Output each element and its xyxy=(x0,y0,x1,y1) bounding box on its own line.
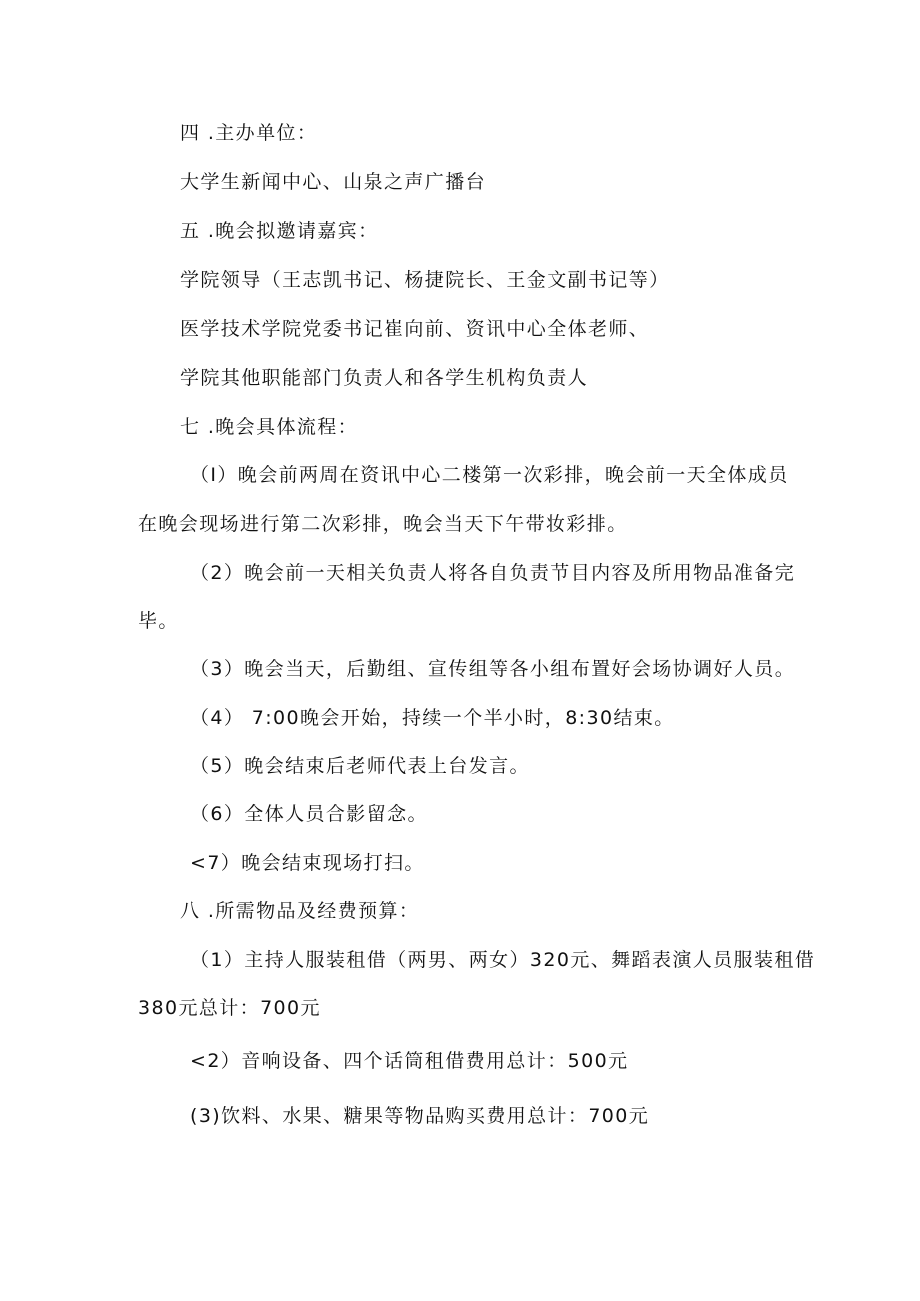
section-4-heading: 四 .主办单位： xyxy=(180,122,318,144)
section-7-heading: 七 .晚会具体流程： xyxy=(180,416,359,438)
flow-item-3: （3）晚会当天，后勤组、宣传组等各小组布置好会场协调好人员。 xyxy=(190,658,796,680)
budget-item-1-line-1: （1）主持人服装租借（两男、两女）320元、舞蹈表演人员服装租借 xyxy=(190,949,816,971)
guest-line-1: 学院领导（王志凯书记、杨捷院长、王金文副书记等） xyxy=(180,269,670,291)
section-5-heading: 五 .晚会拟邀请嘉宾： xyxy=(180,220,379,242)
organizer-text: 大学生新闻中心、山泉之声广播台 xyxy=(180,171,487,193)
guest-line-3: 学院其他职能部门负责人和各学生机构负责人 xyxy=(180,367,589,389)
flow-item-7: <7）晚会结束现场打扫。 xyxy=(190,852,425,874)
flow-item-6: （6）全体人员合影留念。 xyxy=(190,803,428,825)
flow-item-4: （4） 7:00晚会开始，持续一个半小时，8:30结束。 xyxy=(190,707,675,729)
flow-item-2-line-1: （2）晚会前一天相关负责人将各自负责节目内容及所用物品准备完 xyxy=(190,562,796,584)
guest-line-2: 医学技术学院党委书记崔向前、资讯中心全体老师、 xyxy=(180,318,650,340)
budget-item-3: (3)饮料、水果、糖果等物品购买费用总计：700元 xyxy=(190,1105,650,1127)
flow-item-5: （5）晚会结束后老师代表上台发言。 xyxy=(190,755,530,777)
budget-item-1-line-2: 380元总计：700元 xyxy=(138,997,321,1019)
flow-item-1-line-1: （I）晚会前两周在资讯中心二楼第一次彩排，晚会前一天全体成员 xyxy=(190,464,789,486)
flow-item-1-line-2: 在晚会现场进行第二次彩排，晚会当天下午带妆彩排。 xyxy=(138,513,628,535)
section-8-heading: 八 .所需物品及经费预算： xyxy=(180,900,420,922)
budget-item-2: <2）音响设备、四个话筒租借费用总计：500元 xyxy=(190,1050,629,1072)
flow-item-2-line-2: 毕。 xyxy=(138,610,179,632)
